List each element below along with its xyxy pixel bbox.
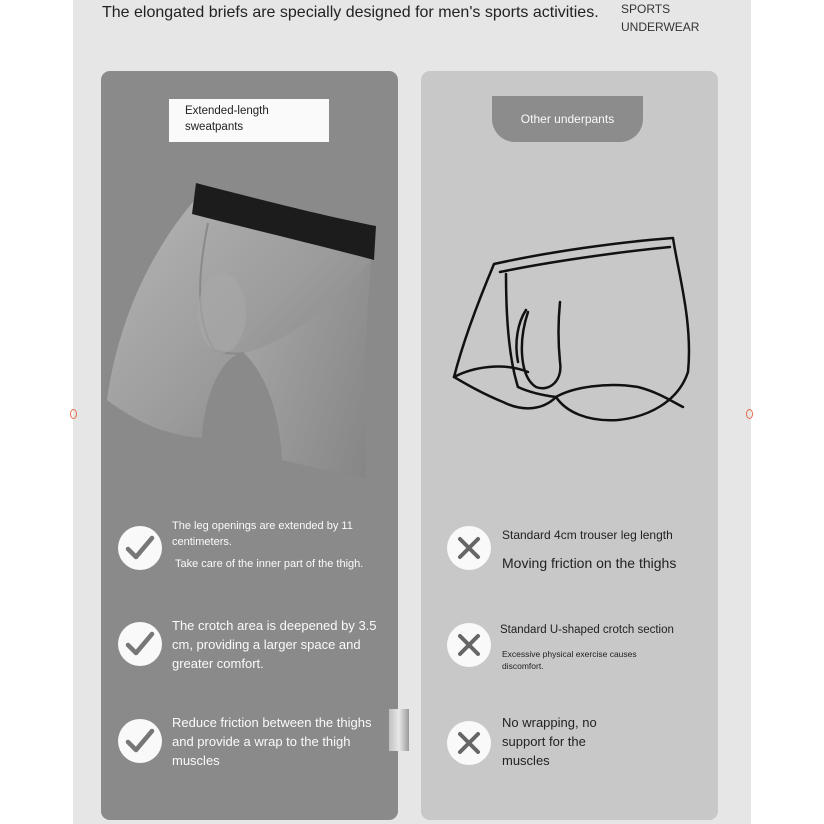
checkmark-icon	[118, 719, 162, 763]
feature-leg-openings: The leg openings are extended by 11 centimeters.	[172, 520, 353, 548]
extended-length-tag: Extended-length sweatpants	[169, 99, 329, 142]
other-underpants-tag-label: Other underpants	[520, 112, 615, 126]
standard-leg-length: Standard 4cm trouser leg length	[502, 528, 673, 542]
feature-reduce-friction: Reduce friction between the thighs and provide a wrap to the thigh muscles	[172, 715, 372, 768]
no-wrapping-text: No wrapping, no support for the muscles	[502, 715, 597, 768]
left-edge-marker	[70, 409, 77, 419]
standard-leg-length-subtext: Moving friction on the thighs	[502, 555, 677, 571]
cross-icon	[447, 721, 491, 765]
checkmark-icon	[118, 526, 162, 570]
feature-leg-openings-subtext: Take care of the inner part of the thigh.	[175, 558, 364, 570]
brand-line-1: SPORTS	[621, 2, 671, 16]
standard-crotch-subtext: Excessive physical exercise causes discomfort.	[502, 649, 637, 671]
standard-crotch-section: Standard U-shaped crotch section	[500, 624, 674, 636]
cross-icon	[447, 526, 491, 570]
briefs-outline-drawing	[448, 232, 698, 432]
other-underpants-panel	[421, 71, 718, 820]
right-edge-marker	[746, 409, 753, 419]
headline: The elongated briefs are specially designed for men's sports activities.	[102, 4, 599, 21]
feature-crotch-deepened: The crotch area is deepened by 3.5 cm, providing a larger space and greater comfort.	[172, 618, 377, 671]
cross-icon	[447, 623, 491, 667]
gray-boxer-briefs-photo	[104, 178, 394, 488]
brand-label	[621, 0, 699, 36]
brand-line-2: UNDERWEAR	[621, 20, 700, 34]
decorative-strip	[389, 709, 409, 751]
checkmark-icon	[118, 622, 162, 666]
other-underpants-tag	[492, 96, 643, 142]
